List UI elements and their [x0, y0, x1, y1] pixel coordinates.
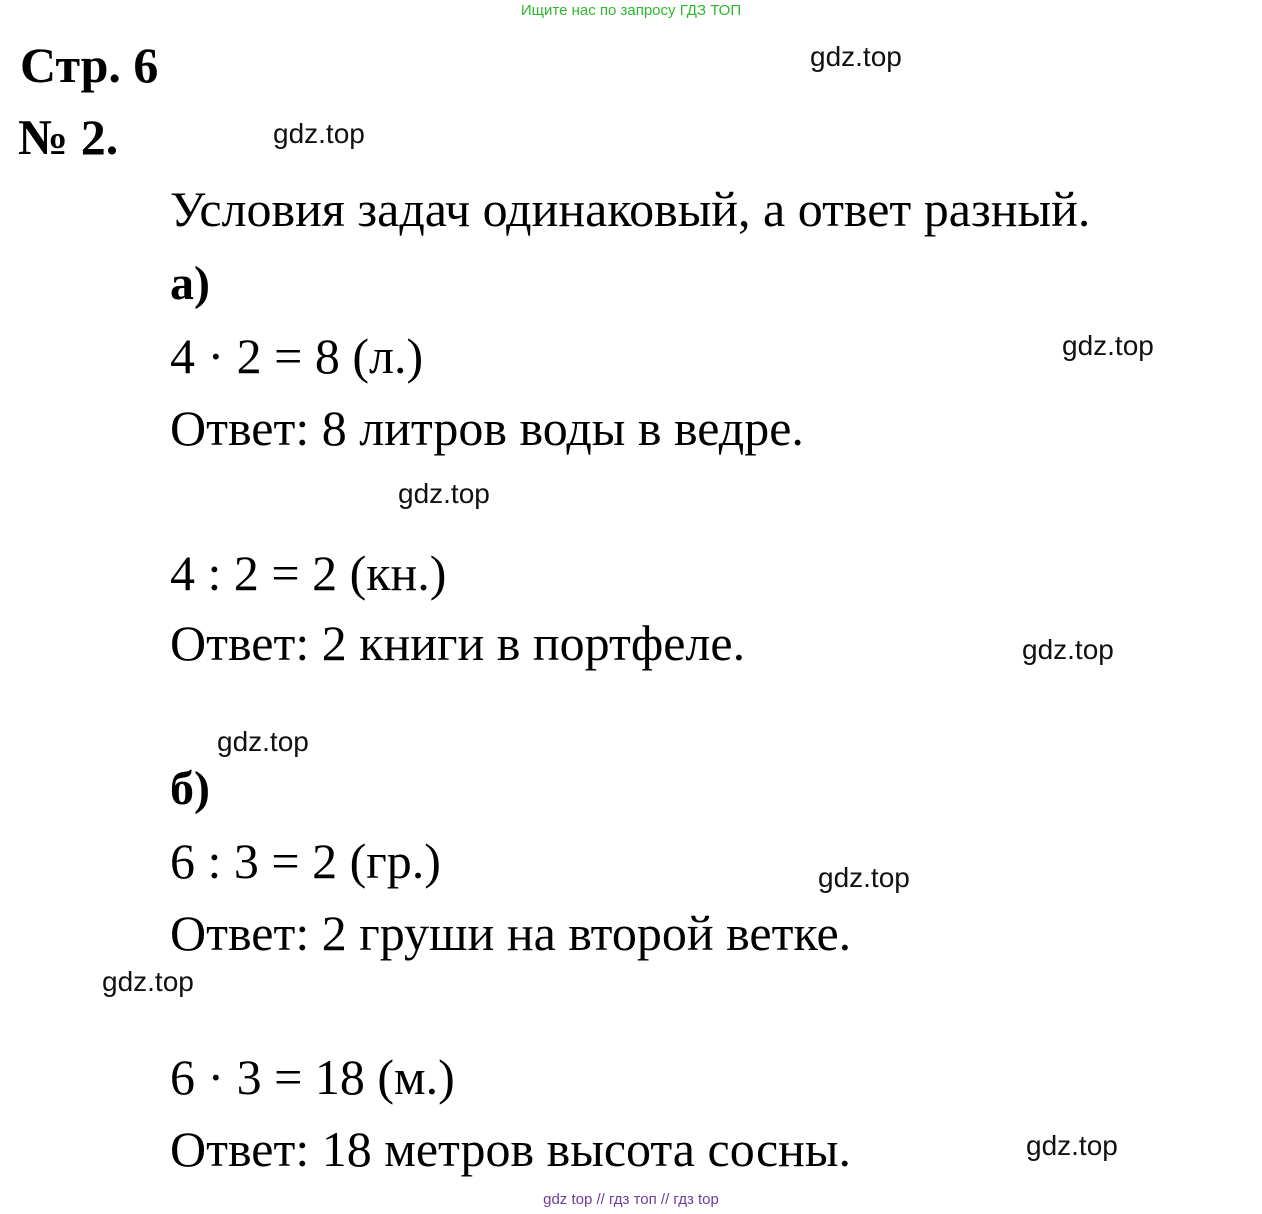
part-a-equation-1: 4 · 2 = 8 (л.): [170, 328, 424, 384]
watermark: gdz.top: [818, 862, 910, 893]
watermark: gdz.top: [398, 478, 490, 509]
watermark: gdz.top: [102, 966, 194, 997]
part-b-equation-2: 6 · 3 = 18 (м.): [170, 1049, 455, 1105]
footer-watermark: gdz top // гдз топ // гдз top: [543, 1191, 719, 1208]
part-b-answer-2: Ответ: 18 метров высота сосны.: [170, 1121, 851, 1177]
watermark: gdz.top: [1026, 1130, 1118, 1161]
task-number: № 2.: [18, 109, 119, 165]
page-title: Стр. 6: [20, 37, 159, 93]
watermark: gdz.top: [273, 118, 365, 149]
part-a-label: а): [170, 257, 210, 310]
part-b-answer-1: Ответ: 2 груши на второй ветке.: [170, 905, 852, 961]
watermark: gdz.top: [217, 726, 309, 757]
part-b-equation-1: 6 : 3 = 2 (гр.): [170, 833, 441, 889]
watermark: gdz.top: [810, 41, 902, 72]
part-b-label: б): [170, 762, 210, 815]
part-a-answer-1: Ответ: 8 литров воды в ведре.: [170, 400, 804, 456]
watermark: gdz.top: [1022, 634, 1114, 665]
part-a-answer-2: Ответ: 2 книги в портфеле.: [170, 615, 746, 671]
top-banner[interactable]: Ищите нас по запросу ГДЗ ТОП: [520, 2, 742, 19]
task-intro: Условия задач одинаковый, а ответ разный.: [170, 181, 1091, 237]
watermark: gdz.top: [1062, 330, 1154, 361]
part-a-equation-2: 4 : 2 = 2 (кн.): [170, 545, 447, 601]
